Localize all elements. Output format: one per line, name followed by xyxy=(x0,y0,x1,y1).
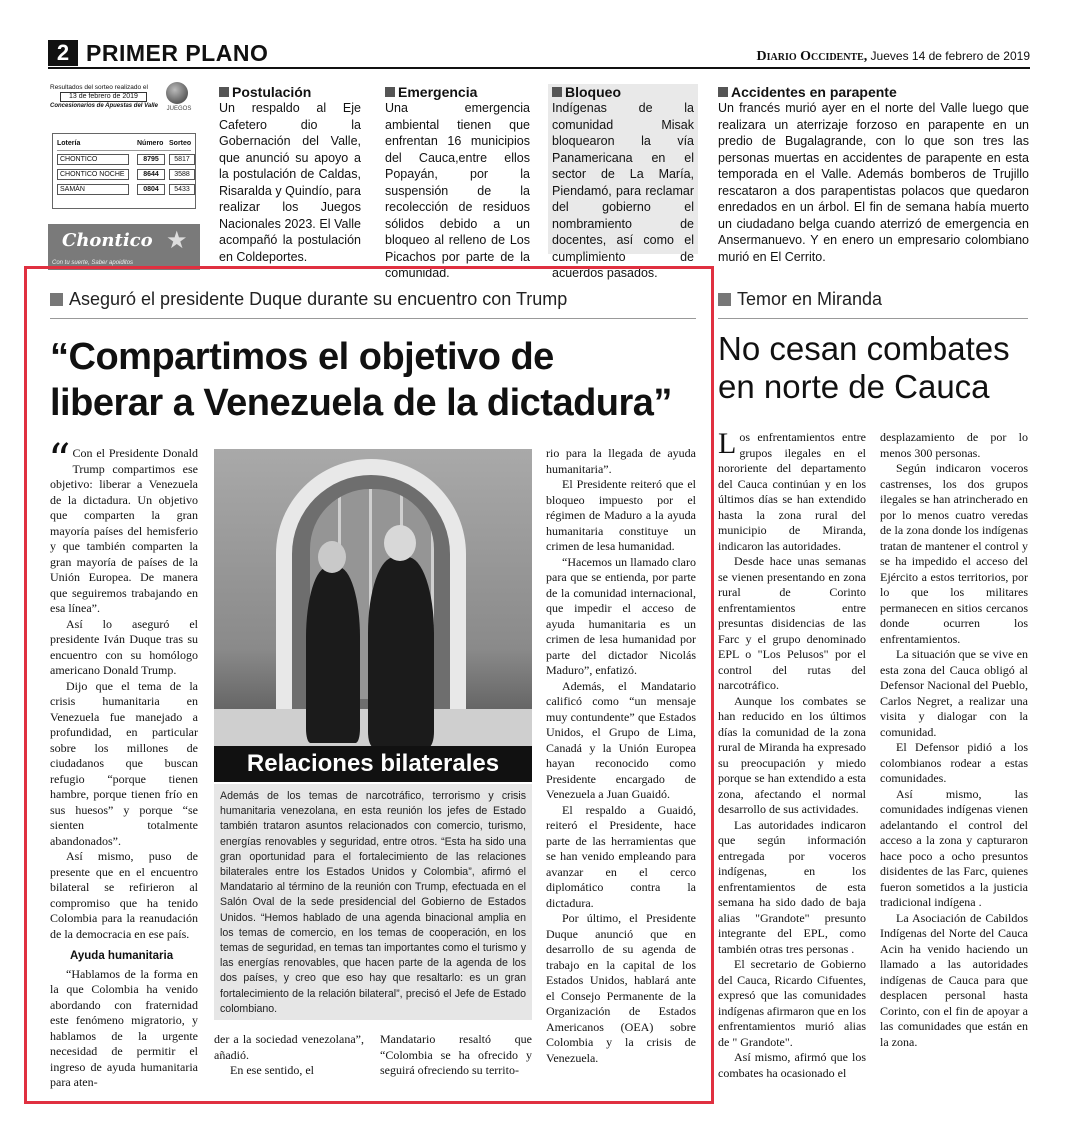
square-bullet-icon xyxy=(385,87,395,97)
paragraph: El respaldo a Guaidó, reiteró el Presidente, hace parte de las herramientas que se han venido empleando para avanzar en el cerco diplomático contra la dictadura. xyxy=(546,802,696,910)
side-kicker: Temor en Miranda xyxy=(718,288,882,310)
lottery-name: CHONTICO NOCHE xyxy=(57,169,129,180)
photo-title: Relaciones bilaterales xyxy=(214,746,532,782)
brief-postulacion xyxy=(219,84,361,264)
lottery-logo xyxy=(160,82,198,122)
table-row xyxy=(57,151,191,166)
brief-emergencia xyxy=(385,84,530,280)
lottery-table-header xyxy=(57,138,191,151)
lottery-draw: 5433 xyxy=(169,184,195,195)
col-numero: Número xyxy=(137,140,164,147)
lottery-date: 13 de febrero de 2019 xyxy=(60,92,147,102)
lottery-draw: 5817 xyxy=(169,154,195,165)
brief-text: Una emergencia ambiental tienen que enfrentan 16 municipios del Cauca,entre ellos Popayán, por la suspensión de la recolección de residuos sólidos debido a un bloqueo al relleno de Los Picachos por parte de la comunidad. xyxy=(385,101,530,280)
star-icon: ★ xyxy=(166,228,188,254)
lottery-number: 0804 xyxy=(137,184,165,195)
paragraph: En ese sentido, el xyxy=(230,1063,314,1077)
paragraph: Las autoridades indicaron que según información entregada por voceros indígenas, en los enfrentamientos de esta semana ha sido dado de baja alias "Grandote" presunto integrante del EPL, como también otras tres personas . xyxy=(718,817,866,956)
paragraph: El Defensor pidió a los colombianos rodear a estas comunidades. xyxy=(880,740,1028,785)
side-headline xyxy=(718,330,1038,406)
newspaper-name: Diario Occidente, xyxy=(756,49,868,64)
lottery-number: 8795 xyxy=(137,154,165,165)
side-headline-line-2: en norte de Cauca xyxy=(718,368,990,405)
paragraph: La Asociación de Cabildos Indígenas del Norte del Cauca Acin ha venido haciendo un llamado a las autoridades indígenas de Cauca para que desplacen personal hasta Corinto, con el fin de apoyar a las comunidades que están en la zona. xyxy=(880,910,1028,1049)
paragraph: Así mismo, las comunidades indígenas vienen adelantando el control del acceso a la zona y capturaron hace poco a ocho presuntos disidentes de las Farc, quienes fueron sometidos a la justicia tradicional indígena . xyxy=(880,786,1028,909)
main-column-1 xyxy=(48,435,198,1091)
lottery-name: SAMÁN xyxy=(57,184,129,195)
lottery-number: 8644 xyxy=(137,169,165,180)
paragraph: “Hacemos un llamado claro para que se entienda, por parte de la comunidad internacional, que impedir el acceso de ayuda humanitaria es un crimen de lesa humanidad por parte del dictador Nicolás Maduro”, enfatizó. xyxy=(546,554,696,677)
square-bullet-icon xyxy=(219,87,229,97)
paragraph: “ Con el Presidente Donald Trump compartimos ese objetivo: liberar a Venezuela de la dictadura. Un objetivo que comparten la gran mayoría países del hemisferio y que también comparten la gran mayoría de países de la Unión Europea. De manera que seguiremos trabajando en esa línea”. xyxy=(48,435,198,615)
paragraph: Dijo que el tema de la crisis humanitaria en Venezuela fue manejado a profundidad, en particular sobre los millones de ciudadanos que buscan refugio “porque tienen hambre, porque tienen frío en sus huesos” y porque “se sienten totalmente abandonados”. xyxy=(50,678,198,848)
main-kicker: Aseguró el presidente Duque durante su encuentro con Trump xyxy=(50,288,567,310)
brief-title: Emergencia xyxy=(385,84,530,100)
chontico-logo-text: Chontico xyxy=(62,230,153,251)
paragraph: Por último, el Presidente Duque anunció que en desarrollo de su agenda de trabajo en la capital de los Estados Unidos, hablará ante el Consejo Permanente de la Organización de Estados Americanos (OEA) sobre Colombia y la crisis de Venezuela. xyxy=(546,911,696,1065)
table-row xyxy=(57,181,191,196)
brief-text: Indígenas de la comunidad Misak bloquearon la vía Panamericana en el sector de La María, Piendamó, para reclamar del gobierno el nombramiento de docentes, así como el cumplimiento de acuerdos pasados. xyxy=(552,101,694,280)
photo-head-left xyxy=(318,541,346,573)
paragraph: Así lo aseguró el presidente Iván Duque tras su encuentro con su homólogo americano Donald Trump. xyxy=(50,616,198,677)
photo-person-right xyxy=(368,557,434,747)
photo-caption: Además de los temas de narcotráfico, terrorismo y crisis humanitaria venezolana, en esta reunión los jefes de Estado también trataron asuntos relacionados con comercio, turismo, energías renovables y seguridad, entre otros. “Esta ha sido una gran oportunidad para el fortalecimiento de las relaciones bilaterales entre los Estados Unidos y Colombia”, afirmó el Mandatario al término de la reunión con Trump, efectuada en el Salón Oval de la sede presidencial del Gobierno de Estados Unidos. “Hemos hablado de una agenda binacional amplia en los temas de comercio, en los temas de cooperación, en los temas de seguridad, en temas tan importantes como el turismo y las energías renovables, que hacen parte de la agenda de los dos países, y creo que eso hay que resaltarlo: es un gran fortalecimiento de la relación bilateral”, precisó el Jefe de Estado colombiano. xyxy=(214,784,532,1020)
side-column-2 xyxy=(880,430,1028,1050)
paragraph: Los enfrentamientos entre grupos ilegales en el nororiente del departamento del Cauca continúan y en los últimos días se han extendido hasta la zona rural del municipio de Miranda, indicaron las autoridades. xyxy=(718,427,866,553)
paragraph: Así mismo, afirmó que los combates ha ocasionado el xyxy=(718,1050,866,1080)
header-rule xyxy=(48,67,1030,69)
lottery-logo-text: JUEGOS xyxy=(166,106,192,112)
col-loteria: Lotería xyxy=(57,140,81,147)
brief-title: Bloqueo xyxy=(552,84,694,100)
headline-line-1: “Compartimos el objetivo de xyxy=(50,336,554,378)
brief-title: Accidentes en parapente xyxy=(718,84,1029,100)
side-kicker-rule xyxy=(718,318,1028,319)
brief-title: Postulación xyxy=(219,84,361,100)
paragraph: Desde hace unas semanas se vienen presentando en zona rural de Corinto enfrentamientos entre presuntas disidencias de las Farc y el grupo denominado EPL o "Los Pelusos" por el control del rutas del narcotráfico. xyxy=(718,554,866,692)
main-headline xyxy=(50,334,710,426)
square-bullet-icon xyxy=(718,87,728,97)
subhead: Ayuda humanitaria xyxy=(70,950,174,962)
masthead xyxy=(757,48,1031,65)
lottery-draw: 3588 xyxy=(169,169,195,180)
paragraph: Mandatario resaltó que “Colombia se ha ofrecido y seguirá ofreciendo su territo- xyxy=(380,1032,532,1077)
paragraph: “Hablamos de la forma en la que Colombia ha venido abordando con fraternidad este fenómeno migratorio, y hablamos de la urgente necesidad de permitir el ingreso de ayuda humanitaria para aten- xyxy=(50,966,198,1089)
article-photo xyxy=(214,449,532,782)
square-bullet-icon xyxy=(50,293,63,306)
photo-person-left xyxy=(306,567,360,743)
paragraph: der a la sociedad venezolana”, añadió. xyxy=(214,1032,364,1062)
main-column-2 xyxy=(214,1032,364,1079)
lottery-concession: Concesionarios de Apuestas del Valle xyxy=(50,103,158,109)
paragraph: Además, el Mandatario calificó como “un mensaje muy contundente” que Estados Unidos, el Grupo de Lima, Canadá y la Unión Europea hayan reconocido como Presidente encargado de Venezuela a Juan Guaidó. xyxy=(546,678,696,801)
brief-text: Un respaldo al Eje Cafetero dio la Gobernación del Valle, que anunció su apoyo a la postulación de Caldas, Risaralda y Quindío, para realizar los Juegos Nacionales 2023. El Valle acompañó la postulación en Coldeportes. xyxy=(219,101,361,264)
drop-cap: L xyxy=(718,427,737,460)
chontico-tagline: Con tu suerte, Saber apoiditos xyxy=(52,260,134,266)
col-sorteo: Sorteo xyxy=(169,140,192,147)
square-bullet-icon xyxy=(718,293,731,306)
side-column-1 xyxy=(718,427,866,1081)
paragraph: Según indicaron voceros castrenses, los dos grupos ilegales se han atrincherado en por lo menos cuatro veredas de la zona donde los indígenas tratan de mantener el control y se ha impedido el acceso del Ejército a estos territorios, por lo que los militares permanecen en sitios cercanos donde ocurren los enfrentamientos. xyxy=(880,461,1028,646)
paragraph: Así mismo, puso de presente que en el encuentro bilateral se refirieron al compromiso que ha tenido Colombia para la reanudación de la democracia en ese país. xyxy=(50,849,198,941)
paragraph: El secretario de Gobierno del Cauca, Ricardo Cifuentes, expresó que las comunidades indígenas afirmaron que en los enfrentamientos murió alias de " Grandote". xyxy=(718,957,866,1049)
page-number: 2 xyxy=(48,40,78,66)
main-column-4 xyxy=(546,446,696,1066)
quote-mark-icon: “ xyxy=(48,435,71,486)
main-column-3 xyxy=(380,1032,532,1079)
chontico-banner xyxy=(48,224,200,270)
paragraph: La situación que se vive en esta zona del Cauca obligó al Defensor Nacional del Pueblo, Carlos Negret, a realizar una visita y dialogar con la comunidad. xyxy=(880,647,1028,739)
headline-line-2: liberar a Venezuela de la dictadura” xyxy=(50,382,672,424)
brief-text: Un francés murió ayer en el norte del Valle luego que realizara un aterrizaje forzoso en parapente en un predio de Bugalagrande, con lo que son tres las personas muertas en accidentes de parapente en esta temporada en el Valle. Además bomberos de Trujillo rescataron a dos parapentistas polacos que quedaron enredados en un árbol. El fin de semana había muerto un ciudadano belga cuando aterrizó de emergencia en Ansermanuevo. Y en enero un empresario colombiano murió en El Cerrito. xyxy=(718,101,1029,264)
lottery-name: CHONTICO xyxy=(57,154,129,165)
side-headline-line-1: No cesan combates xyxy=(718,330,1010,367)
section-title: PRIMER PLANO xyxy=(86,40,269,66)
lottery-results-table xyxy=(52,133,196,209)
issue-date: Jueves 14 de febrero de 2019 xyxy=(870,49,1030,63)
page-header xyxy=(48,40,1030,66)
paragraph: El Presidente reiteró que el bloqueo impuesto por el régimen de Maduro a la ayuda humanitaria constituye un crimen de lesa humanidad. xyxy=(546,477,696,553)
paragraph: Aunque los combates se han reducido en los últimos días la comunidad de la zona rural de Miranda ha expresado su preocupación y miedo porque se han extendido a esta zona, afectando el normal desarrollo de sus actividades. xyxy=(718,693,866,816)
paragraph: rio para la llegada de ayuda humanitaria”. xyxy=(546,446,696,476)
photo-head-right xyxy=(384,525,416,561)
kicker-rule xyxy=(50,318,696,319)
paragraph: desplazamiento de por lo menos 300 personas. xyxy=(880,430,1028,460)
lottery-intro: Resultados del sorteo realizado el xyxy=(50,84,148,91)
square-bullet-icon xyxy=(552,87,562,97)
lottery-ball-icon xyxy=(166,82,188,104)
brief-bloqueo xyxy=(548,84,698,280)
table-row xyxy=(57,166,191,181)
brief-parapente xyxy=(718,84,1029,264)
